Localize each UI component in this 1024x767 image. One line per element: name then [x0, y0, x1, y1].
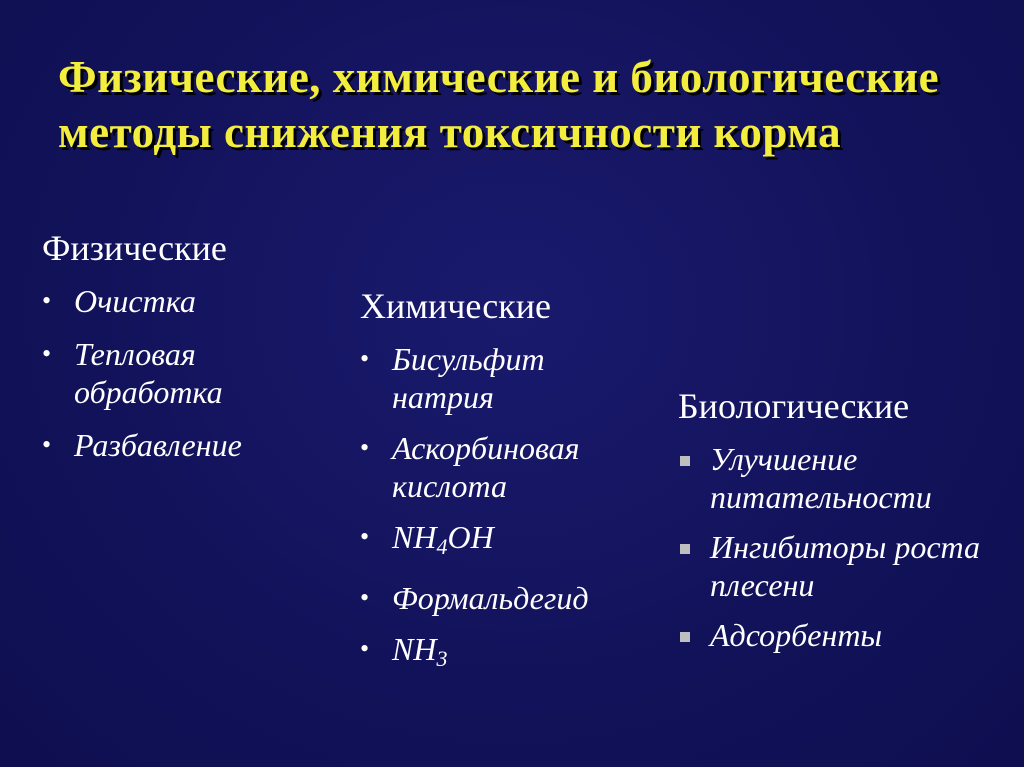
square-bullet-icon	[680, 632, 690, 642]
formula-nh3	[392, 631, 448, 671]
chemical-methods-column	[360, 286, 650, 691]
list-item	[360, 579, 650, 617]
list-item	[42, 426, 332, 464]
bullet-dot-icon: •	[42, 286, 52, 315]
item-text: Аскорбиновая кислота	[392, 430, 580, 504]
list-item	[678, 616, 1008, 654]
list-item	[360, 630, 650, 678]
square-bullet-icon	[680, 456, 690, 466]
list-item	[42, 282, 332, 320]
formula-subscript: 4	[436, 534, 448, 559]
list-item	[360, 518, 650, 566]
item-text: Тепловая обработка	[74, 336, 223, 410]
formula-subscript: 3	[436, 646, 448, 671]
formula-tail: OH	[447, 519, 494, 555]
bullet-dot-icon: •	[360, 433, 370, 462]
bullet-dot-icon: •	[42, 339, 52, 368]
list-item	[678, 440, 1008, 516]
item-text: Разбавление	[74, 427, 242, 463]
bullet-dot-icon: •	[42, 430, 52, 459]
chemical-heading: Химические	[360, 286, 552, 326]
item-text: Формальдегид	[392, 580, 589, 616]
biological-heading: Биологические	[678, 386, 910, 426]
list-item	[360, 429, 650, 505]
physical-heading: Физические	[42, 228, 227, 268]
physical-methods-list	[42, 282, 332, 464]
bullet-dot-icon: •	[360, 583, 370, 612]
formula-base: NH	[392, 519, 437, 555]
list-item	[360, 340, 650, 416]
bullet-dot-icon: •	[360, 344, 370, 373]
formula-nh4oh	[392, 519, 494, 559]
bullet-dot-icon: •	[360, 634, 370, 663]
list-item	[678, 528, 1008, 604]
chemical-methods-list	[360, 340, 650, 678]
item-text: Адсорбенты	[710, 617, 883, 653]
slide-title: Физические, химические и биологические методы снижения токсичности корма	[58, 52, 940, 157]
physical-methods-column	[42, 228, 332, 479]
item-text: Бисульфит натрия	[392, 341, 545, 415]
biological-methods-column	[678, 386, 1008, 666]
bullet-dot-icon: •	[360, 522, 370, 551]
formula-base: NH	[392, 631, 437, 667]
square-bullet-icon	[680, 544, 690, 554]
item-text: Очистка	[74, 283, 196, 319]
item-text: Ингибиторы роста плесени	[710, 529, 981, 603]
item-text: Улучшение питательности	[710, 441, 932, 515]
biological-methods-list	[678, 440, 1008, 654]
list-item	[42, 335, 332, 411]
